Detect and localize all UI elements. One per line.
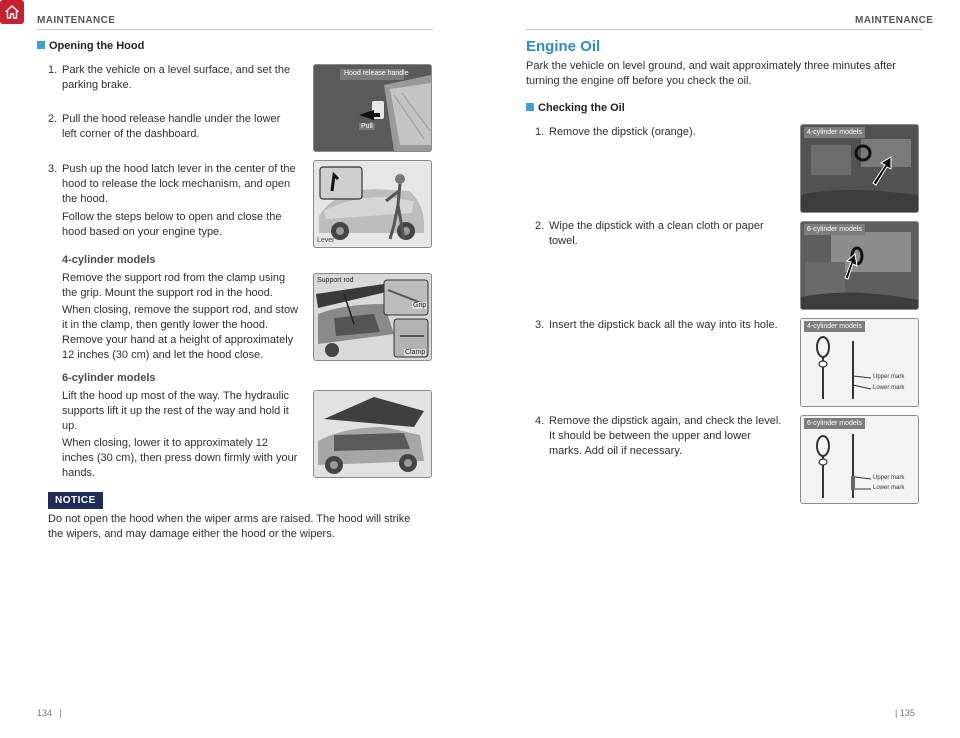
notice-text: Do not open the hood when the wiper arms are raised. The hood will strike the wipers, and may damage either the hood or the wipers. xyxy=(48,513,411,540)
hood-step-3 xyxy=(48,162,298,210)
step-text: Insert the dipstick back all the way into its hole. xyxy=(549,319,778,331)
hood-release-label: Hood release handle xyxy=(344,70,409,77)
upper-mark-label: Upper mark xyxy=(873,475,905,481)
oil-step-1 xyxy=(535,125,785,143)
opening-hood-heading xyxy=(37,40,144,52)
six-cyl-hood-illustration xyxy=(314,391,431,477)
left-header-label: MAINTENANCE xyxy=(37,15,116,26)
upper-mark-label: Upper mark xyxy=(873,374,905,380)
step-number: 4. xyxy=(535,415,545,427)
step-number: 2. xyxy=(535,220,545,232)
dipstick-6cyl-photo xyxy=(800,221,919,310)
img2-model-tag: 6-cylinder models xyxy=(804,224,865,235)
step-text: Park the vehicle on a level surface, and set the parking brake. xyxy=(62,64,291,91)
step-number: 3. xyxy=(48,163,58,175)
step-text: Pull the hood release handle under the lower left corner of the dashboard. xyxy=(62,113,281,140)
support-rod-label: Support rod xyxy=(317,277,354,284)
step-number: 2. xyxy=(48,113,58,125)
hood-step-1 xyxy=(48,63,298,95)
four-cyl-para-2: When closing, remove the support rod, and stow it in the clamp, then gently lower the hood. Remove your hand at a height of approximately 12 inches (30 cm) and let the hood close. xyxy=(62,304,299,361)
lever-label: Lever xyxy=(317,237,335,244)
support-rod-image xyxy=(313,273,432,361)
six-cyl-para-1: Lift the hood up most of the way. The hydraulic supports lift it up the rest of the way and hold it up. xyxy=(62,390,290,432)
hood-lever-image xyxy=(313,160,432,248)
hood-release-image xyxy=(313,64,432,152)
hood-lever-illustration xyxy=(314,161,431,247)
step-3-followup: Follow the steps below to open and close the hood based on your engine type. xyxy=(62,211,282,238)
hood-step-2 xyxy=(48,112,298,144)
oil-step-3 xyxy=(535,318,785,336)
oil-step-4 xyxy=(535,414,785,462)
engine-6cyl-illustration xyxy=(801,222,918,309)
step-text: Remove the dipstick again, and check the level. It should be between the upper and lower marks. Add oil if necessary. xyxy=(549,415,782,457)
dipstick-4cyl-photo xyxy=(800,124,919,213)
checking-oil-heading xyxy=(526,102,625,114)
right-header-label: MAINTENANCE xyxy=(855,15,934,26)
step-number: 1. xyxy=(48,64,58,76)
six-cyl-para-2: When closing, lower it to approximately 12 inches (30 cm), then press down firmly with your hands. xyxy=(62,437,298,479)
lower-mark-label: Lower mark xyxy=(873,385,905,391)
four-cyl-heading: 4-cylinder models xyxy=(62,254,156,266)
engine-oil-intro: Park the vehicle on level ground, and wait approximately three minutes after turning the engine off before you check the oil. xyxy=(526,60,896,87)
right-page-number-value: 135 xyxy=(899,708,915,718)
section-bullet-icon xyxy=(526,103,534,111)
engine-4cyl-illustration xyxy=(801,125,918,212)
dipstick-4cyl-drawing xyxy=(801,319,918,406)
oil-step-2 xyxy=(535,219,785,251)
six-cyl-hood-image xyxy=(313,390,432,478)
img4-model-tag: 6-cylinder models xyxy=(804,418,865,429)
step-text: Wipe the dipstick with a clean cloth or paper towel. xyxy=(549,220,764,247)
dipstick-4cyl-diagram xyxy=(800,318,919,407)
pull-label: Pull xyxy=(361,123,373,130)
home-button[interactable] xyxy=(0,0,24,24)
grip-label: Grip xyxy=(413,302,427,309)
notice-badge: NOTICE xyxy=(48,492,103,509)
left-header-rule xyxy=(37,29,433,30)
lower-mark-label: Lower mark xyxy=(873,485,905,491)
engine-oil-title: Engine Oil xyxy=(526,38,601,55)
right-page-number: | 135 xyxy=(895,708,915,718)
img1-model-tag: 4-cylinder models xyxy=(804,127,865,138)
right-header-rule xyxy=(526,29,922,30)
dipstick-6cyl-diagram xyxy=(800,415,919,504)
support-rod-illustration xyxy=(314,274,431,360)
home-icon xyxy=(4,4,20,20)
left-page-number-value: 134 xyxy=(37,708,53,718)
step-text: Push up the hood latch lever in the center of the hood to release the lock mechanism, and open the hood. xyxy=(62,163,296,205)
clamp-label: Clamp xyxy=(405,349,426,356)
step-number: 1. xyxy=(535,126,545,138)
opening-hood-title: Opening the Hood xyxy=(49,40,145,52)
step-text: Remove the dipstick (orange). xyxy=(549,126,696,138)
img3-model-tag: 4-cylinder models xyxy=(804,321,865,332)
checking-oil-title: Checking the Oil xyxy=(538,102,625,114)
six-cyl-heading: 6-cylinder models xyxy=(62,372,156,384)
hood-release-illustration xyxy=(314,65,431,151)
step-number: 3. xyxy=(535,319,545,331)
left-page-number: 134 | xyxy=(37,708,62,718)
four-cyl-para-1: Remove the support rod from the clamp using the grip. Mount the support rod in the hood. xyxy=(62,272,286,299)
section-bullet-icon xyxy=(37,41,45,49)
